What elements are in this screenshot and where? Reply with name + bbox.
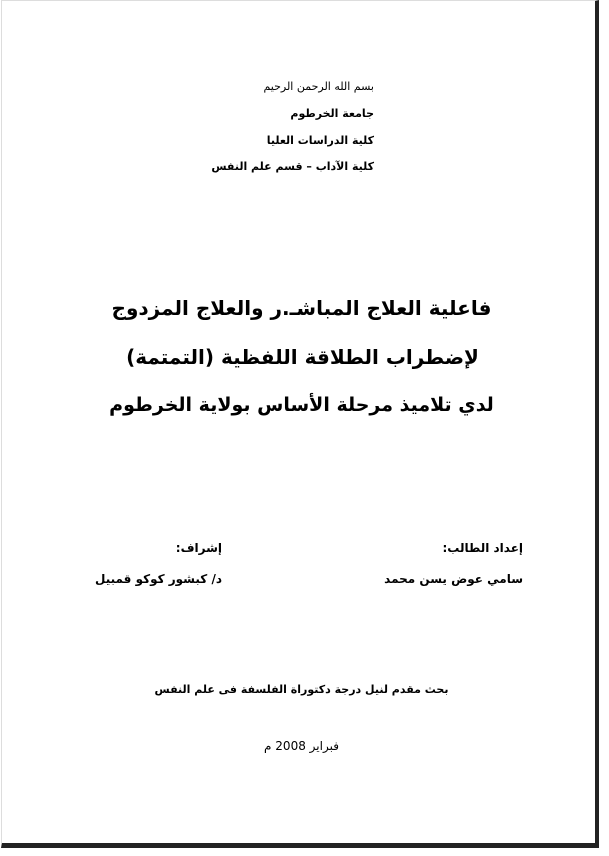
supervisor-name: د/ كبشور كوكو قمبيل [94,572,222,586]
faculty-department: كلية الآداب – قسم علم النفس [211,160,374,173]
student-name: سامي عوض يسن محمد [384,572,523,586]
college-name: كلية الدراسات العليا [266,134,374,147]
submission-date: فبراير 2008 م [264,739,339,753]
student-label: إعداد الطالب: [442,541,523,555]
degree-statement: بحث مقدم لنيل درجة دكتوراة الفلسفة فى علم النفس [154,683,449,696]
thesis-title-line-2: لإضطراب الطلاقة اللفظية (التمتمة) [126,345,479,369]
supervisor-label: إشراف: [175,541,222,555]
university-name: جامعة الخرطوم [290,107,374,120]
thesis-title-line-1: فاعلية العلاج المباشـ.ر والعلاج المزدوج [111,296,492,320]
page-border [1,0,599,848]
basmala: بسم الله الرحمن الرحيم [263,80,374,93]
thesis-title-line-3: لدي تلاميذ مرحلة الأساس بولاية الخرطوم [109,394,494,416]
